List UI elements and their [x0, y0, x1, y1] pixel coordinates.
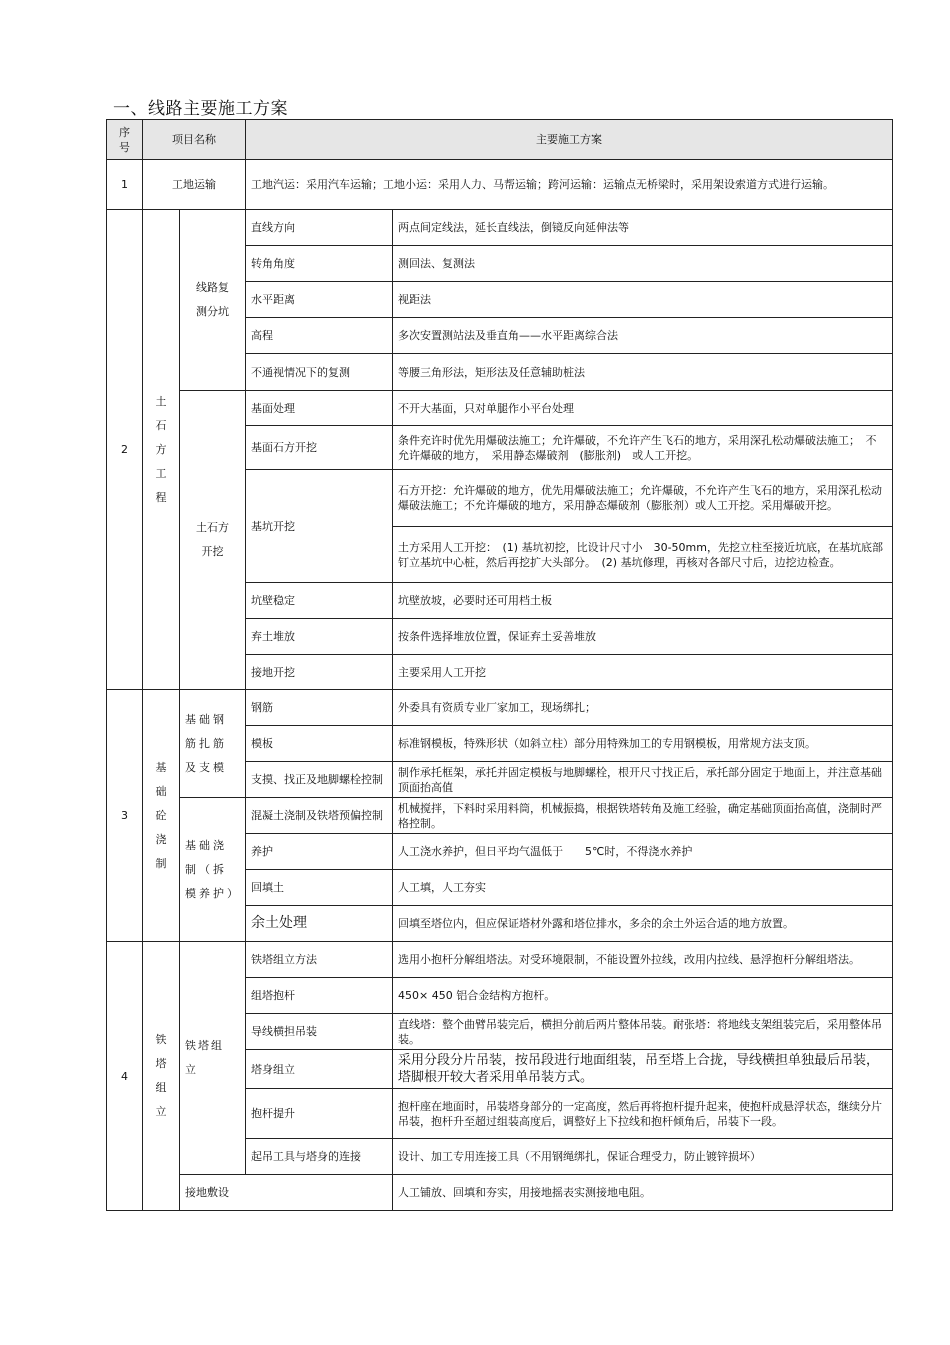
sub-plan: 机械搅拌，下料时采用料筒，机械振捣，根据铁塔转角及施工经验，确定基础顶面抬高值，浇制时严格控制。	[393, 798, 893, 834]
group-label: 基础浇制（拆模养护）	[180, 798, 246, 942]
table-row	[107, 210, 893, 246]
sub-plan: 人工铺放、回填和夯实，用接地摇表实测接地电阻。	[393, 1175, 893, 1211]
sub-plan: 测回法、复测法	[393, 246, 893, 282]
sub-item: 弃土堆放	[246, 619, 393, 655]
sub-item: 回填土	[246, 870, 393, 906]
table-row	[107, 160, 893, 210]
table-row	[107, 798, 893, 834]
sub-plan: 不开大基面，只对单腿作小平台处理	[393, 391, 893, 426]
group-label: 基础钢筋扎筋及支模	[180, 690, 246, 798]
sub-plan: 回填至塔位内，但应保证塔材外露和塔位排水，多余的余土外运合适的地方放置。	[393, 906, 893, 942]
row-plan: 工地汽运：采用汽车运输；工地小运：采用人力、马帮运输；跨河运输：运输点无桥梁时，采用架设索道方式进行运输。	[246, 160, 893, 210]
sub-plan: 按条件选择堆放位置，保证弃土妥善堆放	[393, 619, 893, 655]
header-no-text: 序 号	[119, 125, 130, 154]
sub-item: 养护	[246, 834, 393, 870]
group-label: 土石方 开挖	[180, 391, 246, 690]
sub-item: 导线横担吊装	[246, 1014, 393, 1050]
sub-item: 余土处理	[246, 906, 393, 942]
sub-plan: 外委具有资质专业厂家加工，现场绑扎；	[393, 690, 893, 726]
sub-item: 基面处理	[246, 391, 393, 426]
sub-item: 转角角度	[246, 246, 393, 282]
sub-plan: 设计、加工专用连接工具（不用钢绳绑扎，保证合理受力，防止镀锌损坏）	[393, 1139, 893, 1175]
table-header-row	[107, 120, 893, 160]
sub-plan: 石方开挖：允许爆破的地方，优先用爆破法施工；允许爆破，不允许产生飞石的地方，采用深孔松动爆破法施工；不允许爆破的地方，采用静态爆破剂（膨胀剂）或人工开挖。采用爆破开挖。	[393, 470, 893, 527]
sub-plan: 条件充许时优先用爆破法施工；允许爆破，不允许产生飞石的地方，采用深孔松动爆破法施工； 不允许爆破的地方， 采用静态爆破剂 (膨胀剂) 或人工开挖。	[393, 426, 893, 470]
table-row	[107, 1175, 893, 1211]
sub-plan: 两点间定线法，延长直线法，倒镜反向延伸法等	[393, 210, 893, 246]
sub-item: 直线方向	[246, 210, 393, 246]
sub-item: 钢筋	[246, 690, 393, 726]
sub-item: 接地开挖	[246, 655, 393, 690]
category-label: 基 础 砼 浇 制	[143, 690, 180, 942]
sub-item: 塔身组立	[246, 1050, 393, 1089]
sub-item: 模板	[246, 726, 393, 762]
row-no: 1	[107, 160, 143, 210]
sub-item: 组塔抱杆	[246, 978, 393, 1014]
sub-item: 水平距离	[246, 282, 393, 318]
sub-plan: 人工浇水养护，但日平均气温低于 5℃时，不得浇水养护	[393, 834, 893, 870]
group-label: 线路复 测分坑	[180, 210, 246, 391]
header-no	[107, 120, 143, 160]
sub-plan: 等腰三角形法，矩形法及任意辅助桩法	[393, 354, 893, 391]
sub-plan: 土方采用人工开挖： (1) 基坑初挖，比设计尺寸小 30-50mm，先挖立柱至接近坑底，在基坑底部钉立基坑中心桩，然后再挖扩大头部分。 (2) 基坑修理，再核对各部尺寸后，边挖边检查。	[393, 527, 893, 583]
sub-item: 起吊工具与塔身的连接	[246, 1139, 393, 1175]
sub-plan: 坑壁放坡，必要时还可用档土板	[393, 583, 893, 619]
sub-plan: 采用分段分片吊装，按吊段进行地面组装，吊至塔上合拢，导线横担单独最后吊装，塔脚根开较大者采用单吊装方式。	[393, 1050, 893, 1089]
sub-plan: 直线塔：整个曲臂吊装完后，横担分前后两片整体吊装。耐张塔：将地线支架组装完后，采用整体吊装。	[393, 1014, 893, 1050]
sub-item: 支摸、找正及地脚螺栓控制	[246, 762, 393, 798]
sub-item: 基坑开挖	[246, 470, 393, 583]
category-label: 铁 塔 组 立	[143, 942, 180, 1211]
sub-plan: 多次安置测站法及垂直角——水平距离综合法	[393, 318, 893, 354]
header-item: 项目名称	[143, 120, 246, 160]
table-row	[107, 391, 893, 426]
header-plan: 主要施工方案	[246, 120, 893, 160]
category-label: 土 石 方 工 程	[143, 210, 180, 690]
sub-item: 混凝土浇制及铁塔预偏控制	[246, 798, 393, 834]
row-no: 3	[107, 690, 143, 942]
construction-plan-table	[106, 119, 893, 1211]
row-item: 工地运输	[143, 160, 246, 210]
sub-item: 高程	[246, 318, 393, 354]
sub-item: 抱杆提升	[246, 1089, 393, 1139]
sub-plan: 450× 450 铝合金结构方抱杆。	[393, 978, 893, 1014]
sub-plan: 主要采用人工开挖	[393, 655, 893, 690]
sub-plan: 选用小抱杆分解组塔法。对受环境限制，不能设置外拉线，改用内拉线、悬浮抱杆分解组塔法。	[393, 942, 893, 978]
sub-plan: 标准钢模板，特殊形状（如斜立柱）部分用特殊加工的专用钢模板，用常规方法支顶。	[393, 726, 893, 762]
sub-item: 基面石方开挖	[246, 426, 393, 470]
sub-item: 铁塔组立方法	[246, 942, 393, 978]
sub-plan: 视距法	[393, 282, 893, 318]
sub-item: 坑壁稳定	[246, 583, 393, 619]
row-no: 4	[107, 942, 143, 1211]
group-label: 铁塔组 立	[180, 942, 246, 1175]
sub-item: 接地敷设	[180, 1175, 393, 1211]
sub-plan: 人工填，人工夯实	[393, 870, 893, 906]
sub-plan: 制作承托框架，承托并固定模板与地脚螺栓，根开尺寸找正后，承托部分固定于地面上，并注意基础顶面抬高值	[393, 762, 893, 798]
row-no: 2	[107, 210, 143, 690]
sub-plan: 抱杆座在地面时，吊装塔身部分的一定高度，然后再将抱杆提升起来，使抱杆成悬浮状态，继续分片吊装，抱杆升至超过组装高度后，调整好上下拉线和抱杆倾角后，吊装下一段。	[393, 1089, 893, 1139]
table-row	[107, 690, 893, 726]
table-row	[107, 942, 893, 978]
sub-item: 不通视情况下的复测	[246, 354, 393, 391]
page-title: 一、线路主要施工方案	[113, 99, 288, 119]
